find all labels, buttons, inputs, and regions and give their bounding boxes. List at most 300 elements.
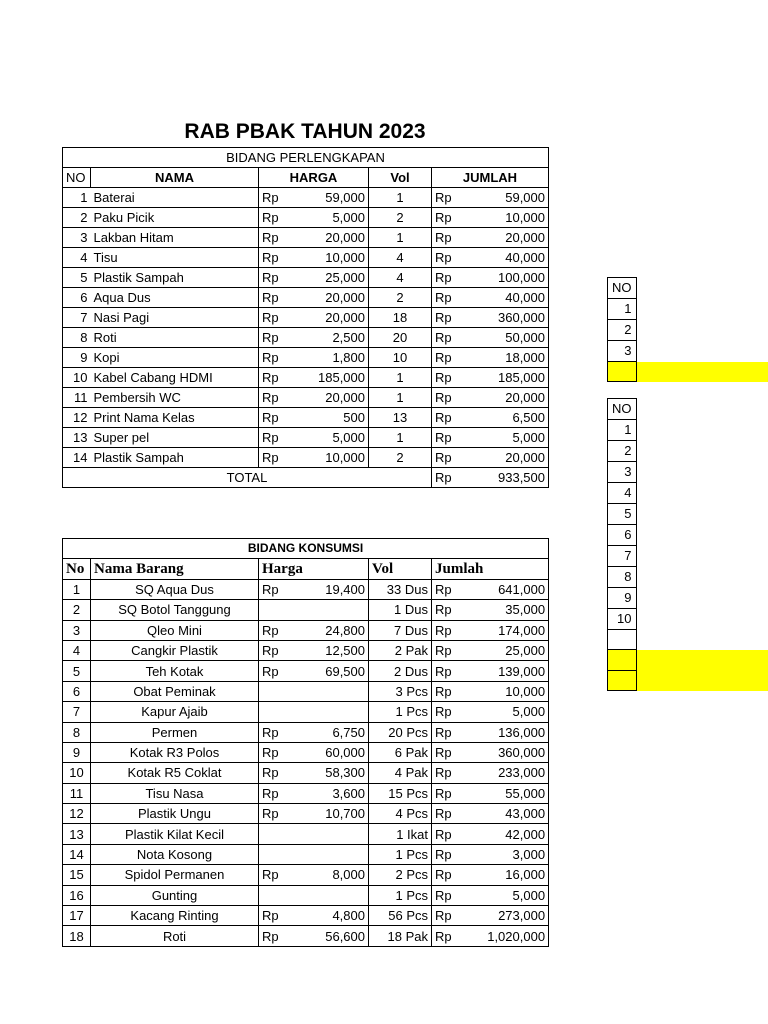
table-row	[63, 188, 549, 208]
row-harga: 12,500	[299, 640, 369, 660]
row-no: 9	[63, 742, 91, 762]
side-row-blank	[636, 588, 768, 609]
row-jumlah-currency: Rp	[432, 408, 472, 428]
row-harga: 60,000	[299, 742, 369, 762]
row-nama: Baterai	[91, 188, 259, 208]
row-jumlah: 360,000	[472, 742, 549, 762]
konsumsi-table	[62, 538, 549, 947]
row-vol: 1	[369, 368, 432, 388]
row-jumlah: 42,000	[472, 824, 549, 844]
row-harga-currency: Rp	[259, 804, 299, 824]
row-nama-barang: Teh Kotak	[91, 661, 259, 681]
row-jumlah-currency: Rp	[432, 926, 472, 946]
row-no: 10	[63, 763, 91, 783]
side-row-no: 10	[608, 609, 637, 630]
table-row	[63, 328, 549, 348]
row-jumlah: 18,000	[472, 348, 549, 368]
row-no: 14	[63, 448, 91, 468]
row-nama-barang: Spidol Permanen	[91, 865, 259, 885]
row-harga-currency: Rp	[259, 448, 299, 468]
table-row	[63, 906, 549, 926]
table-row	[63, 388, 549, 408]
row-nama: Lakban Hitam	[91, 228, 259, 248]
row-harga-currency: Rp	[259, 906, 299, 926]
side-row-no: 2	[608, 320, 637, 341]
side-row-no: 3	[608, 462, 637, 483]
row-nama: Tisu	[91, 248, 259, 268]
row-harga: 8,000	[299, 865, 369, 885]
row-nama: Paku Picik	[91, 208, 259, 228]
row-nama-barang: Plastik Ungu	[91, 804, 259, 824]
row-nama: Kabel Cabang HDMI	[91, 368, 259, 388]
header-harga: HARGA	[259, 168, 369, 188]
row-harga: 5,000	[299, 208, 369, 228]
row-vol: 1 Pcs	[369, 702, 432, 722]
side-row	[608, 441, 768, 462]
row-harga: 24,800	[299, 620, 369, 640]
row-nama-barang: Qleo Mini	[91, 620, 259, 640]
total-currency: Rp	[432, 468, 472, 488]
side-row-blank	[636, 320, 768, 341]
row-jumlah: 360,000	[472, 308, 549, 328]
row-jumlah-currency: Rp	[432, 620, 472, 640]
row-vol: 33 Dus	[369, 579, 432, 599]
row-no: 4	[63, 640, 91, 660]
row-harga-currency: Rp	[259, 408, 299, 428]
side-row	[608, 320, 768, 341]
row-jumlah: 59,000	[472, 188, 549, 208]
side-row-blank	[636, 341, 768, 362]
row-jumlah-currency: Rp	[432, 288, 472, 308]
row-jumlah: 641,000	[472, 579, 549, 599]
row-harga	[299, 844, 369, 864]
row-harga-currency: Rp	[259, 661, 299, 681]
row-harga-currency: Rp	[259, 248, 299, 268]
row-jumlah-currency: Rp	[432, 885, 472, 905]
row-jumlah-currency: Rp	[432, 388, 472, 408]
side-no-table-2	[607, 398, 768, 691]
row-no: 1	[63, 188, 91, 208]
row-harga-currency	[259, 824, 299, 844]
row-jumlah-currency: Rp	[432, 804, 472, 824]
row-no: 12	[63, 408, 91, 428]
row-jumlah-currency: Rp	[432, 228, 472, 248]
side-row-no: 1	[608, 299, 637, 320]
row-jumlah: 10,000	[472, 208, 549, 228]
table-row	[63, 722, 549, 742]
row-nama-barang: Cangkir Plastik	[91, 640, 259, 660]
row-nama: Nasi Pagi	[91, 308, 259, 328]
row-nama-barang: Kotak R5 Coklat	[91, 763, 259, 783]
side-row	[608, 609, 768, 630]
row-harga-currency	[259, 844, 299, 864]
row-harga: 10,000	[299, 448, 369, 468]
side-row-no: 4	[608, 483, 637, 504]
row-vol: 1	[369, 228, 432, 248]
row-harga: 1,800	[299, 348, 369, 368]
row-no: 6	[63, 288, 91, 308]
row-jumlah: 5,000	[472, 428, 549, 448]
side-row-no: 3	[608, 341, 637, 362]
row-vol: 1	[369, 188, 432, 208]
row-no: 9	[63, 348, 91, 368]
side-row	[608, 341, 768, 362]
row-jumlah: 5,000	[472, 702, 549, 722]
table-row	[63, 348, 549, 368]
row-harga: 500	[299, 408, 369, 428]
row-nama-barang: SQ Aqua Dus	[91, 579, 259, 599]
row-jumlah: 20,000	[472, 448, 549, 468]
side-row-blank	[636, 546, 768, 567]
row-jumlah: 233,000	[472, 763, 549, 783]
row-no: 16	[63, 885, 91, 905]
row-jumlah: 50,000	[472, 328, 549, 348]
row-harga: 5,000	[299, 428, 369, 448]
row-vol: 1	[369, 388, 432, 408]
side-row-no: 1	[608, 420, 637, 441]
row-vol: 4	[369, 268, 432, 288]
row-jumlah-currency: Rp	[432, 268, 472, 288]
row-harga: 10,000	[299, 248, 369, 268]
header-nama: NAMA	[91, 168, 259, 188]
row-harga: 2,500	[299, 328, 369, 348]
row-jumlah: 273,000	[472, 906, 549, 926]
row-vol: 4 Pcs	[369, 804, 432, 824]
table-row	[63, 208, 549, 228]
side-header-no: NO	[608, 399, 637, 420]
row-no: 5	[63, 661, 91, 681]
row-harga-currency: Rp	[259, 640, 299, 660]
row-harga	[299, 885, 369, 905]
row-nama: Print Nama Kelas	[91, 408, 259, 428]
row-vol: 20 Pcs	[369, 722, 432, 742]
row-jumlah: 5,000	[472, 885, 549, 905]
side-row	[608, 546, 768, 567]
row-jumlah-currency: Rp	[432, 448, 472, 468]
row-vol: 7 Dus	[369, 620, 432, 640]
total-value: 933,500	[472, 468, 549, 488]
row-harga-currency: Rp	[259, 288, 299, 308]
side-header-no: NO	[608, 278, 637, 299]
row-harga: 69,500	[299, 661, 369, 681]
row-jumlah: 40,000	[472, 288, 549, 308]
row-no: 13	[63, 428, 91, 448]
row-no: 11	[63, 388, 91, 408]
row-no: 6	[63, 681, 91, 701]
row-vol: 4 Pak	[369, 763, 432, 783]
side-row-blank	[636, 299, 768, 320]
row-jumlah-currency: Rp	[432, 722, 472, 742]
side-row-empty	[608, 630, 768, 650]
row-vol: 18 Pak	[369, 926, 432, 946]
row-jumlah-currency: Rp	[432, 783, 472, 803]
table-row	[63, 428, 549, 448]
row-jumlah: 185,000	[472, 368, 549, 388]
row-nama-barang: Gunting	[91, 885, 259, 905]
table-row	[63, 804, 549, 824]
row-jumlah-currency: Rp	[432, 844, 472, 864]
row-no: 12	[63, 804, 91, 824]
row-vol: 1 Pcs	[369, 885, 432, 905]
side-row-no: 7	[608, 546, 637, 567]
header-no: No	[63, 559, 91, 579]
row-jumlah-currency: Rp	[432, 742, 472, 762]
side-row	[608, 299, 768, 320]
side-row	[608, 462, 768, 483]
row-jumlah: 3,000	[472, 844, 549, 864]
row-jumlah-currency: Rp	[432, 681, 472, 701]
row-nama-barang: Tisu Nasa	[91, 783, 259, 803]
row-jumlah-currency: Rp	[432, 702, 472, 722]
side-highlight-row	[608, 362, 768, 382]
header-no: NO	[63, 168, 91, 188]
row-nama-barang: Kapur Ajaib	[91, 702, 259, 722]
row-jumlah-currency: Rp	[432, 661, 472, 681]
side-no-table-1	[607, 277, 768, 382]
row-no: 8	[63, 722, 91, 742]
side-row	[608, 588, 768, 609]
row-jumlah-currency: Rp	[432, 906, 472, 926]
table-row	[63, 620, 549, 640]
side-row-blank	[636, 567, 768, 588]
row-jumlah: 10,000	[472, 681, 549, 701]
highlight-cell	[636, 650, 768, 670]
row-harga: 10,700	[299, 804, 369, 824]
row-jumlah-currency: Rp	[432, 328, 472, 348]
table-row	[63, 885, 549, 905]
side-row	[608, 420, 768, 441]
row-no: 10	[63, 368, 91, 388]
row-harga-currency	[259, 681, 299, 701]
row-nama-barang: SQ Botol Tanggung	[91, 600, 259, 620]
table-row	[63, 228, 549, 248]
row-jumlah: 40,000	[472, 248, 549, 268]
side-row-no: 2	[608, 441, 637, 462]
row-vol: 2 Pcs	[369, 865, 432, 885]
table-row	[63, 268, 549, 288]
row-jumlah-currency: Rp	[432, 824, 472, 844]
side-row	[608, 525, 768, 546]
row-jumlah-currency: Rp	[432, 640, 472, 660]
row-harga	[299, 681, 369, 701]
row-no: 17	[63, 906, 91, 926]
row-vol: 4	[369, 248, 432, 268]
row-jumlah: 43,000	[472, 804, 549, 824]
row-no: 15	[63, 865, 91, 885]
side-row-blank	[636, 462, 768, 483]
row-harga	[299, 824, 369, 844]
row-harga: 4,800	[299, 906, 369, 926]
row-harga-currency: Rp	[259, 368, 299, 388]
row-nama: Roti	[91, 328, 259, 348]
row-jumlah: 35,000	[472, 600, 549, 620]
row-harga: 6,750	[299, 722, 369, 742]
row-jumlah: 55,000	[472, 783, 549, 803]
row-harga-currency: Rp	[259, 742, 299, 762]
row-harga: 19,400	[299, 579, 369, 599]
side-row-blank	[636, 525, 768, 546]
row-jumlah: 174,000	[472, 620, 549, 640]
side-row-empty-cell	[608, 630, 637, 650]
row-harga-currency: Rp	[259, 865, 299, 885]
row-vol: 56 Pcs	[369, 906, 432, 926]
row-no: 5	[63, 268, 91, 288]
row-nama-barang: Roti	[91, 926, 259, 946]
header-jumlah: JUMLAH	[432, 168, 549, 188]
row-jumlah-currency: Rp	[432, 763, 472, 783]
side-row-no: 9	[608, 588, 637, 609]
side-row-blank	[636, 441, 768, 462]
row-harga	[299, 600, 369, 620]
row-vol: 1 Pcs	[369, 844, 432, 864]
row-harga: 185,000	[299, 368, 369, 388]
row-harga: 58,300	[299, 763, 369, 783]
row-vol: 20	[369, 328, 432, 348]
row-harga-currency: Rp	[259, 783, 299, 803]
row-vol: 15 Pcs	[369, 783, 432, 803]
row-harga-currency	[259, 885, 299, 905]
row-harga: 59,000	[299, 188, 369, 208]
total-label: TOTAL	[63, 468, 432, 488]
row-no: 7	[63, 308, 91, 328]
row-jumlah-currency: Rp	[432, 208, 472, 228]
row-harga-currency: Rp	[259, 328, 299, 348]
perlengkapan-table	[62, 147, 549, 488]
highlight-cell	[636, 362, 768, 382]
highlight-cell	[636, 670, 768, 690]
side-highlight-row	[608, 650, 768, 670]
row-vol: 3 Pcs	[369, 681, 432, 701]
table-row	[63, 742, 549, 762]
row-vol: 2 Pak	[369, 640, 432, 660]
row-no: 3	[63, 228, 91, 248]
table-row	[63, 600, 549, 620]
side-row	[608, 483, 768, 504]
row-no: 11	[63, 783, 91, 803]
row-harga-currency: Rp	[259, 308, 299, 328]
row-nama-barang: Permen	[91, 722, 259, 742]
row-jumlah: 6,500	[472, 408, 549, 428]
row-harga: 3,600	[299, 783, 369, 803]
row-no: 4	[63, 248, 91, 268]
row-nama-barang: Kotak R3 Polos	[91, 742, 259, 762]
table-row	[63, 702, 549, 722]
highlight-cell	[608, 650, 637, 670]
row-harga-currency: Rp	[259, 228, 299, 248]
row-vol: 2	[369, 288, 432, 308]
row-nama: Kopi	[91, 348, 259, 368]
side-row	[608, 504, 768, 525]
table-row	[63, 824, 549, 844]
row-jumlah-currency: Rp	[432, 865, 472, 885]
table-row	[63, 579, 549, 599]
row-harga-currency: Rp	[259, 722, 299, 742]
table-row	[63, 308, 549, 328]
row-no: 7	[63, 702, 91, 722]
row-no: 14	[63, 844, 91, 864]
table-row	[63, 408, 549, 428]
row-harga: 25,000	[299, 268, 369, 288]
row-no: 13	[63, 824, 91, 844]
row-nama-barang: Nota Kosong	[91, 844, 259, 864]
row-jumlah-currency: Rp	[432, 188, 472, 208]
row-jumlah: 20,000	[472, 228, 549, 248]
row-vol: 2	[369, 448, 432, 468]
highlight-cell	[608, 362, 637, 382]
row-harga-currency: Rp	[259, 763, 299, 783]
table-row	[63, 926, 549, 946]
section-title-perlengkapan: BIDANG PERLENGKAPAN	[63, 148, 549, 168]
row-vol: 18	[369, 308, 432, 328]
row-jumlah: 100,000	[472, 268, 549, 288]
table-row	[63, 661, 549, 681]
row-harga-currency	[259, 702, 299, 722]
row-jumlah: 16,000	[472, 865, 549, 885]
row-nama: Aqua Dus	[91, 288, 259, 308]
page-title: RAB PBAK TAHUN 2023	[184, 120, 426, 143]
row-harga-currency: Rp	[259, 268, 299, 288]
row-harga-currency: Rp	[259, 388, 299, 408]
row-jumlah-currency: Rp	[432, 248, 472, 268]
row-nama-barang: Kacang Rinting	[91, 906, 259, 926]
row-harga: 20,000	[299, 308, 369, 328]
row-harga-currency: Rp	[259, 208, 299, 228]
row-jumlah-currency: Rp	[432, 308, 472, 328]
total-row	[63, 468, 549, 488]
table-row	[63, 681, 549, 701]
row-jumlah: 1,020,000	[472, 926, 549, 946]
row-nama: Pembersih WC	[91, 388, 259, 408]
row-no: 3	[63, 620, 91, 640]
row-harga-currency: Rp	[259, 579, 299, 599]
side-row-blank	[636, 483, 768, 504]
row-harga-currency: Rp	[259, 428, 299, 448]
row-jumlah: 25,000	[472, 640, 549, 660]
row-jumlah-currency: Rp	[432, 348, 472, 368]
table-row	[63, 288, 549, 308]
row-vol: 10	[369, 348, 432, 368]
row-no: 2	[63, 600, 91, 620]
side-row-blank	[636, 420, 768, 441]
table-row	[63, 248, 549, 268]
table-row	[63, 844, 549, 864]
row-jumlah-currency: Rp	[432, 368, 472, 388]
side-row-no: 8	[608, 567, 637, 588]
row-vol: 1 Ikat	[369, 824, 432, 844]
header-vol: Vol	[369, 168, 432, 188]
row-nama: Plastik Sampah	[91, 268, 259, 288]
table-row	[63, 783, 549, 803]
row-harga	[299, 702, 369, 722]
row-nama: Super pel	[91, 428, 259, 448]
side-row-no: 5	[608, 504, 637, 525]
row-vol: 2	[369, 208, 432, 228]
row-jumlah: 136,000	[472, 722, 549, 742]
row-no: 8	[63, 328, 91, 348]
row-vol: 6 Pak	[369, 742, 432, 762]
row-nama-barang: Obat Peminak	[91, 681, 259, 701]
highlight-cell	[608, 670, 637, 690]
side-row-blank	[636, 504, 768, 525]
section-title-konsumsi: BIDANG KONSUMSI	[63, 539, 549, 559]
row-harga: 20,000	[299, 228, 369, 248]
side-row-no: 6	[608, 525, 637, 546]
row-vol: 13	[369, 408, 432, 428]
table-row	[63, 865, 549, 885]
row-harga-currency	[259, 600, 299, 620]
table-row	[63, 763, 549, 783]
row-no: 2	[63, 208, 91, 228]
